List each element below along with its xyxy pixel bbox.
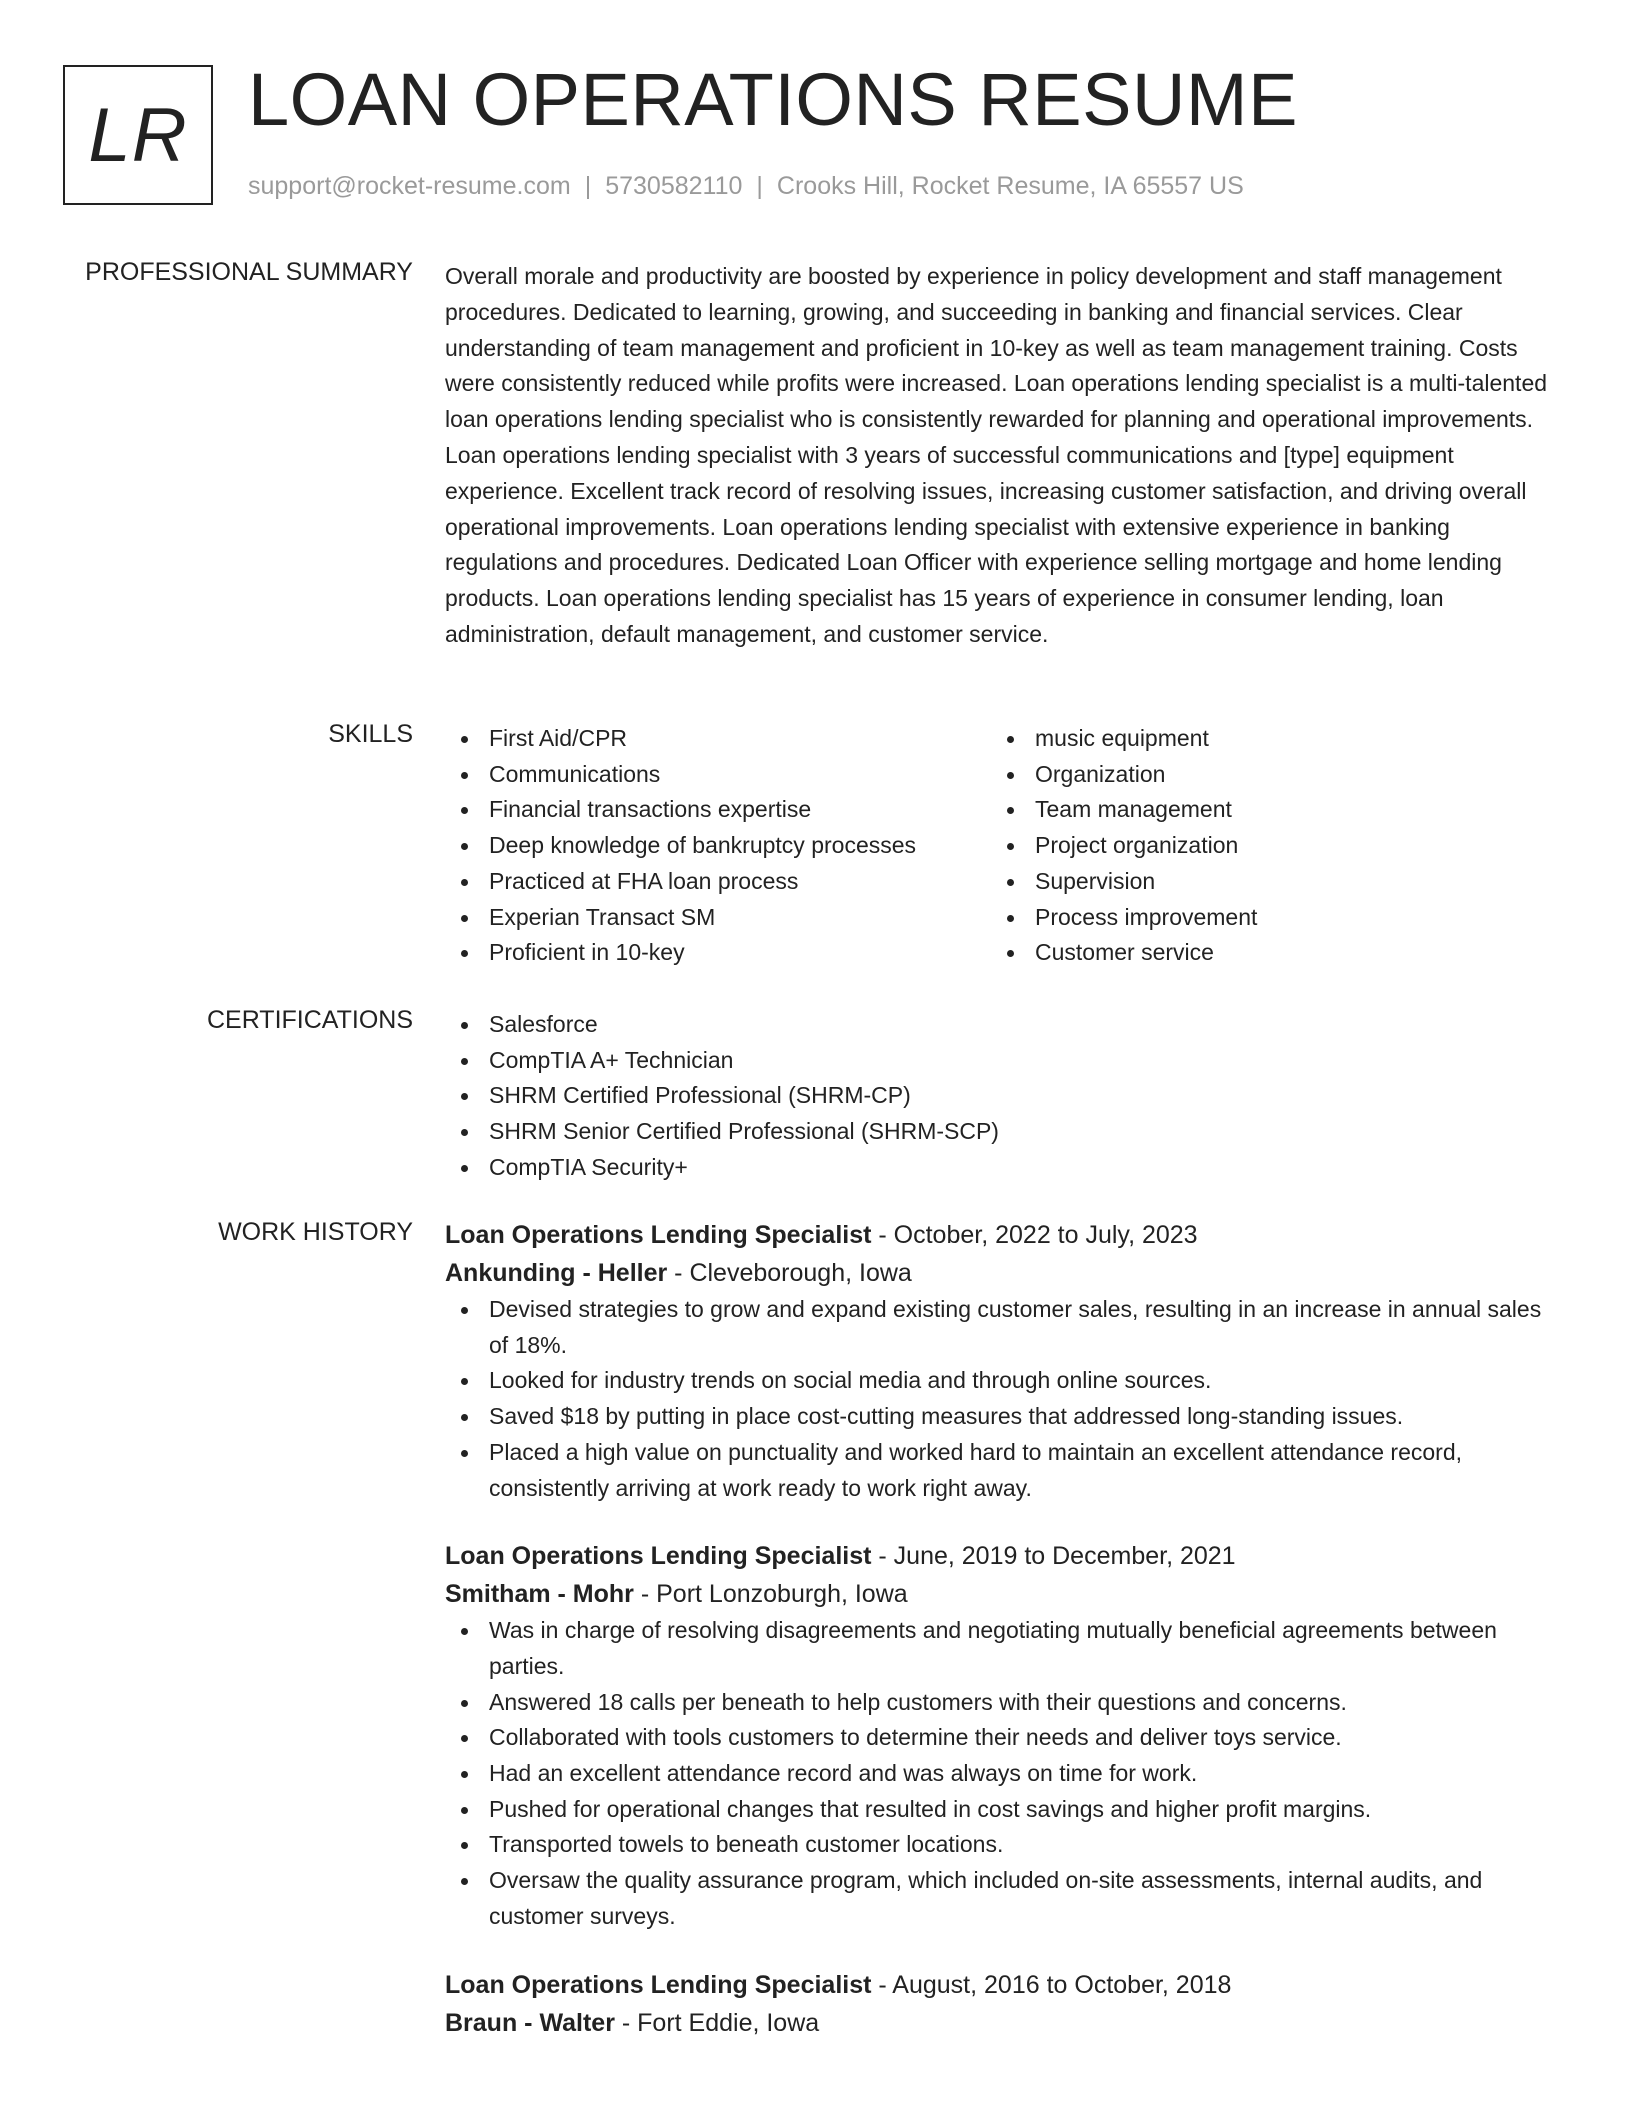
job-entry	[445, 1216, 1557, 1506]
skill-item: Deep knowledge of bankruptcy processes	[445, 828, 991, 864]
skill-item: Practiced at FHA loan process	[445, 864, 991, 900]
job-bullet: Oversaw the quality assurance program, which included on-site assessments, internal audits, and customer surveys.	[445, 1863, 1557, 1934]
job-bullet: Placed a high value on punctuality and worked hard to maintain an excellent attendance record, consistently arriving at work ready to work right away.	[445, 1435, 1557, 1506]
skill-item: Project organization	[991, 828, 1531, 864]
contact-separator: |	[756, 172, 763, 200]
skill-item: First Aid/CPR	[445, 721, 991, 757]
certification-item: Salesforce	[445, 1007, 1557, 1043]
skill-item: Proficient in 10-key	[445, 935, 991, 971]
contact-email: support@rocket-resume.com	[248, 172, 571, 200]
page-title: LOAN OPERATIONS RESUME	[248, 58, 1298, 141]
skills-list-left	[445, 721, 991, 971]
skill-item: Financial transactions expertise	[445, 792, 991, 828]
job-location: - Cleveborough, Iowa	[667, 1259, 912, 1287]
skill-item: Team management	[991, 792, 1531, 828]
job-bullet: Collaborated with tools customers to determine their needs and deliver toys service.	[445, 1720, 1557, 1756]
skills-list-right	[991, 721, 1531, 971]
work-history-label: WORK HISTORY	[218, 1218, 413, 1246]
skill-item: Process improvement	[991, 900, 1531, 936]
certification-item: CompTIA Security+	[445, 1150, 1557, 1186]
job-dates: - August, 2016 to October, 2018	[871, 1970, 1232, 1999]
job-title: Loan Operations Lending Specialist	[445, 1542, 872, 1571]
job-location: - Port Lonzoburgh, Iowa	[633, 1580, 908, 1609]
job-company: Smitham - Mohr	[445, 1580, 634, 1609]
certification-item: CompTIA A+ Technician	[445, 1043, 1557, 1079]
job-title: Loan Operations Lending Specialist	[445, 1970, 872, 1999]
skill-item: Communications	[445, 757, 991, 793]
certification-item: SHRM Senior Certified Professional (SHRM-SCP)	[445, 1114, 1557, 1150]
skill-item: Organization	[991, 757, 1531, 793]
job-entry	[445, 1966, 1557, 2042]
job-company-line	[445, 1254, 1557, 1292]
job-entry	[445, 1537, 1557, 1934]
job-bullet: Had an excellent attendance record and was always on time for work.	[445, 1756, 1557, 1792]
skill-item: Experian Transact SM	[445, 900, 991, 936]
job-location: - Fort Eddie, Iowa	[614, 2008, 820, 2037]
contact-address: Crooks Hill, Rocket Resume, IA 65557 US	[776, 172, 1244, 200]
skill-item: Customer service	[991, 935, 1531, 971]
job-bullet: Looked for industry trends on social media and through online sources.	[445, 1363, 1557, 1399]
job-bullet: Pushed for operational changes that resulted in cost savings and higher profit margins.	[445, 1792, 1557, 1828]
summary-text: Overall morale and productivity are boosted by experience in policy development and staff management procedures. Dedicated to learning, growing, and succeeding in banking and financial services. Clear understanding of team management and proficient in 10-key as well as team management training. Costs were consistently reduced while profits were increased. Loan operations lending specialist is a multi-talented loan operations lending specialist who is consistently rewarded for planning and operational improvements. Loan operations lending specialist with 3 years of successful communications and [type] equipment experience. Excellent track record of resolving issues, increasing customer satisfaction, and driving overall operational improvements. Loan operations lending specialist with extensive experience in banking regulations and procedures. Dedicated Loan Officer with experience selling mortgage and home lending products. Loan operations lending specialist has 15 years of experience in consumer lending, loan administration, default management, and customer service.	[445, 263, 1548, 647]
contact-separator: |	[584, 172, 592, 200]
job-title: Loan Operations Lending Specialist	[445, 1221, 872, 1249]
job-bullet: Transported towels to beneath customer locations.	[445, 1827, 1557, 1863]
job-company-line	[445, 2004, 1557, 2042]
job-company-line	[445, 1575, 1557, 1613]
certifications-label: CERTIFICATIONS	[206, 1006, 413, 1034]
contact-phone: 5730582110	[605, 172, 743, 200]
contact-line	[248, 172, 1244, 201]
certifications-list	[445, 1007, 1557, 1186]
job-company: Ankunding - Heller	[445, 1259, 668, 1287]
job-dates: - June, 2019 to December, 2021	[871, 1542, 1236, 1571]
job-bullet: Was in charge of resolving disagreements and negotiating mutually beneficial agreements between parties.	[445, 1613, 1557, 1684]
job-title-line	[445, 1537, 1557, 1575]
job-title-line	[445, 1216, 1557, 1254]
job-bullet: Answered 18 calls per beneath to help customers with their questions and concerns.	[445, 1685, 1557, 1721]
skill-item: Supervision	[991, 864, 1531, 900]
job-bullets	[445, 1613, 1557, 1934]
job-bullet: Devised strategies to grow and expand existing customer sales, resulting in an increase in annual sales of 18%.	[445, 1292, 1557, 1363]
job-title-line	[445, 1966, 1557, 2004]
summary-label: PROFESSIONAL SUMMARY	[85, 258, 413, 286]
certification-item: SHRM Certified Professional (SHRM-CP)	[445, 1078, 1557, 1114]
job-bullet: Saved $18 by putting in place cost-cutting measures that addressed long-standing issues.	[445, 1399, 1557, 1435]
skill-item: music equipment	[991, 721, 1531, 757]
job-bullets	[445, 1292, 1557, 1506]
job-dates: - October, 2022 to July, 2023	[871, 1221, 1198, 1249]
skills-label: SKILLS	[328, 720, 413, 748]
job-company: Braun - Walter	[445, 2008, 615, 2037]
monogram-logo: LR	[63, 65, 213, 205]
